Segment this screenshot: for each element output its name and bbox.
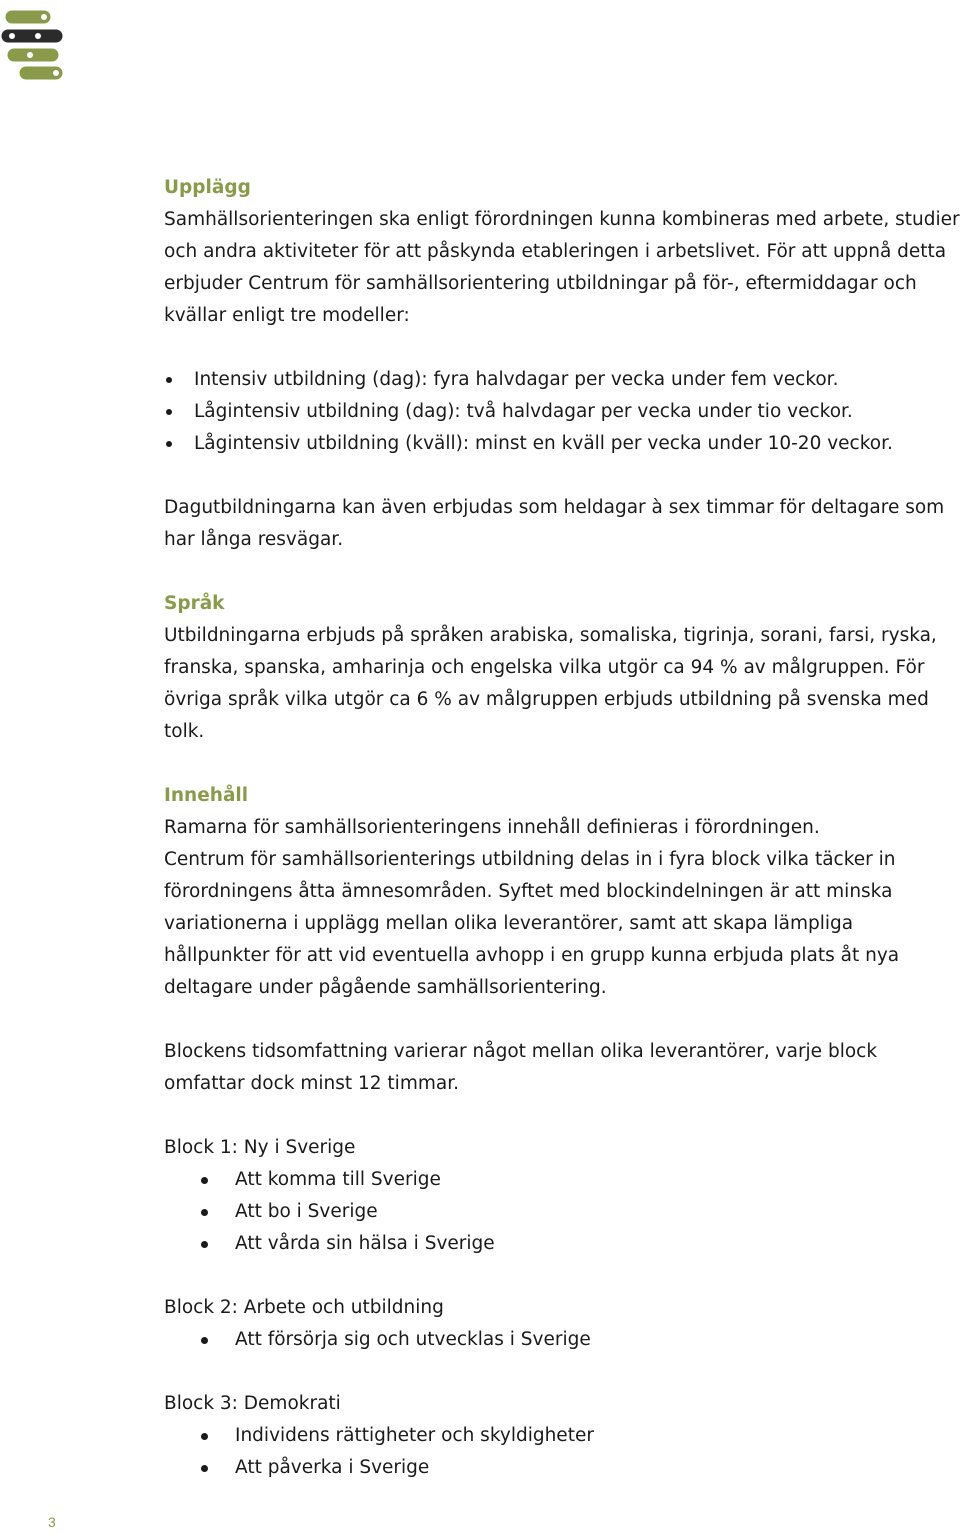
upplagg-note: Dagutbildningarna kan även erbjudas som heldagar à sex timmar för deltagare som har långa resvägar.: [164, 497, 945, 550]
document-body: [164, 172, 960, 1484]
block-3: [164, 1388, 960, 1484]
sprak-text: Utbildningarna erbjuds på språken arabiska, somaliska, tigrinja, sorani, farsi, ryska, franska, spanska, amharinja och engelska vilka utgör ca 94 % av målgruppen. För övriga språk vilka utgör ca 6 % av målgruppen erbjuds utbildning på svenska med tolk.: [164, 625, 937, 742]
innehall-line1: Ramarna för samhällsorienteringens innehåll definieras i förordningen.: [164, 817, 820, 838]
list-item: Att påverka i Sverige: [164, 1452, 960, 1484]
block-2: [164, 1292, 960, 1356]
block-title: Block 1: Ny i Sverige: [164, 1137, 356, 1158]
list-item: Att komma till Sverige: [164, 1164, 960, 1196]
heading-innehall: Innehåll: [164, 785, 249, 806]
model-list: [164, 364, 960, 460]
block-title: Block 3: Demokrati: [164, 1393, 341, 1414]
list-item: Intensiv utbildning (dag): fyra halvdagar per vecka under fem veckor.: [164, 364, 960, 396]
upplagg-intro: Samhällsorienteringen ska enligt förordningen kunna kombineras med arbete, studier och andra aktiviteter för att påskynda etableringen i arbetslivet. För att uppnå detta erbjuder Centrum för samhällsorientering utbildningar på för-, eftermiddagar och kvällar enligt tre modeller:: [164, 209, 960, 326]
page-number: 3: [48, 1514, 56, 1530]
organization-logo: [0, 0, 70, 85]
list-item: Att vårda sin hälsa i Sverige: [164, 1228, 960, 1260]
list-item: Lågintensiv utbildning (kväll): minst en kväll per vecka under 10-20 veckor.: [164, 428, 960, 460]
list-item: Att försörja sig och utvecklas i Sverige: [164, 1324, 960, 1356]
innehall-scope: Blockens tidsomfattning varierar något mellan olika leverantörer, varje block omfattar dock minst 12 timmar.: [164, 1041, 878, 1094]
heading-sprak: Språk: [164, 593, 225, 614]
block-1: [164, 1132, 960, 1260]
block-title: Block 2: Arbete och utbildning: [164, 1297, 444, 1318]
list-item: Lågintensiv utbildning (dag): två halvdagar per vecka under tio veckor.: [164, 396, 960, 428]
list-item: Individens rättigheter och skyldigheter: [164, 1420, 960, 1452]
heading-upplagg: Upplägg: [164, 177, 251, 198]
list-item: Att bo i Sverige: [164, 1196, 960, 1228]
innehall-paragraph: Centrum för samhällsorienterings utbildning delas in i fyra block vilka täcker in förordningens åtta ämnesområden. Syftet med blockindelningen är att minska variationerna i upplägg mellan olika leverantörer, samt att skapa lämpliga hållpunkter för att vid eventuella avhopp i en grupp kunna erbjuda plats åt nya deltagare under pågående samhällsorientering.: [164, 849, 900, 998]
